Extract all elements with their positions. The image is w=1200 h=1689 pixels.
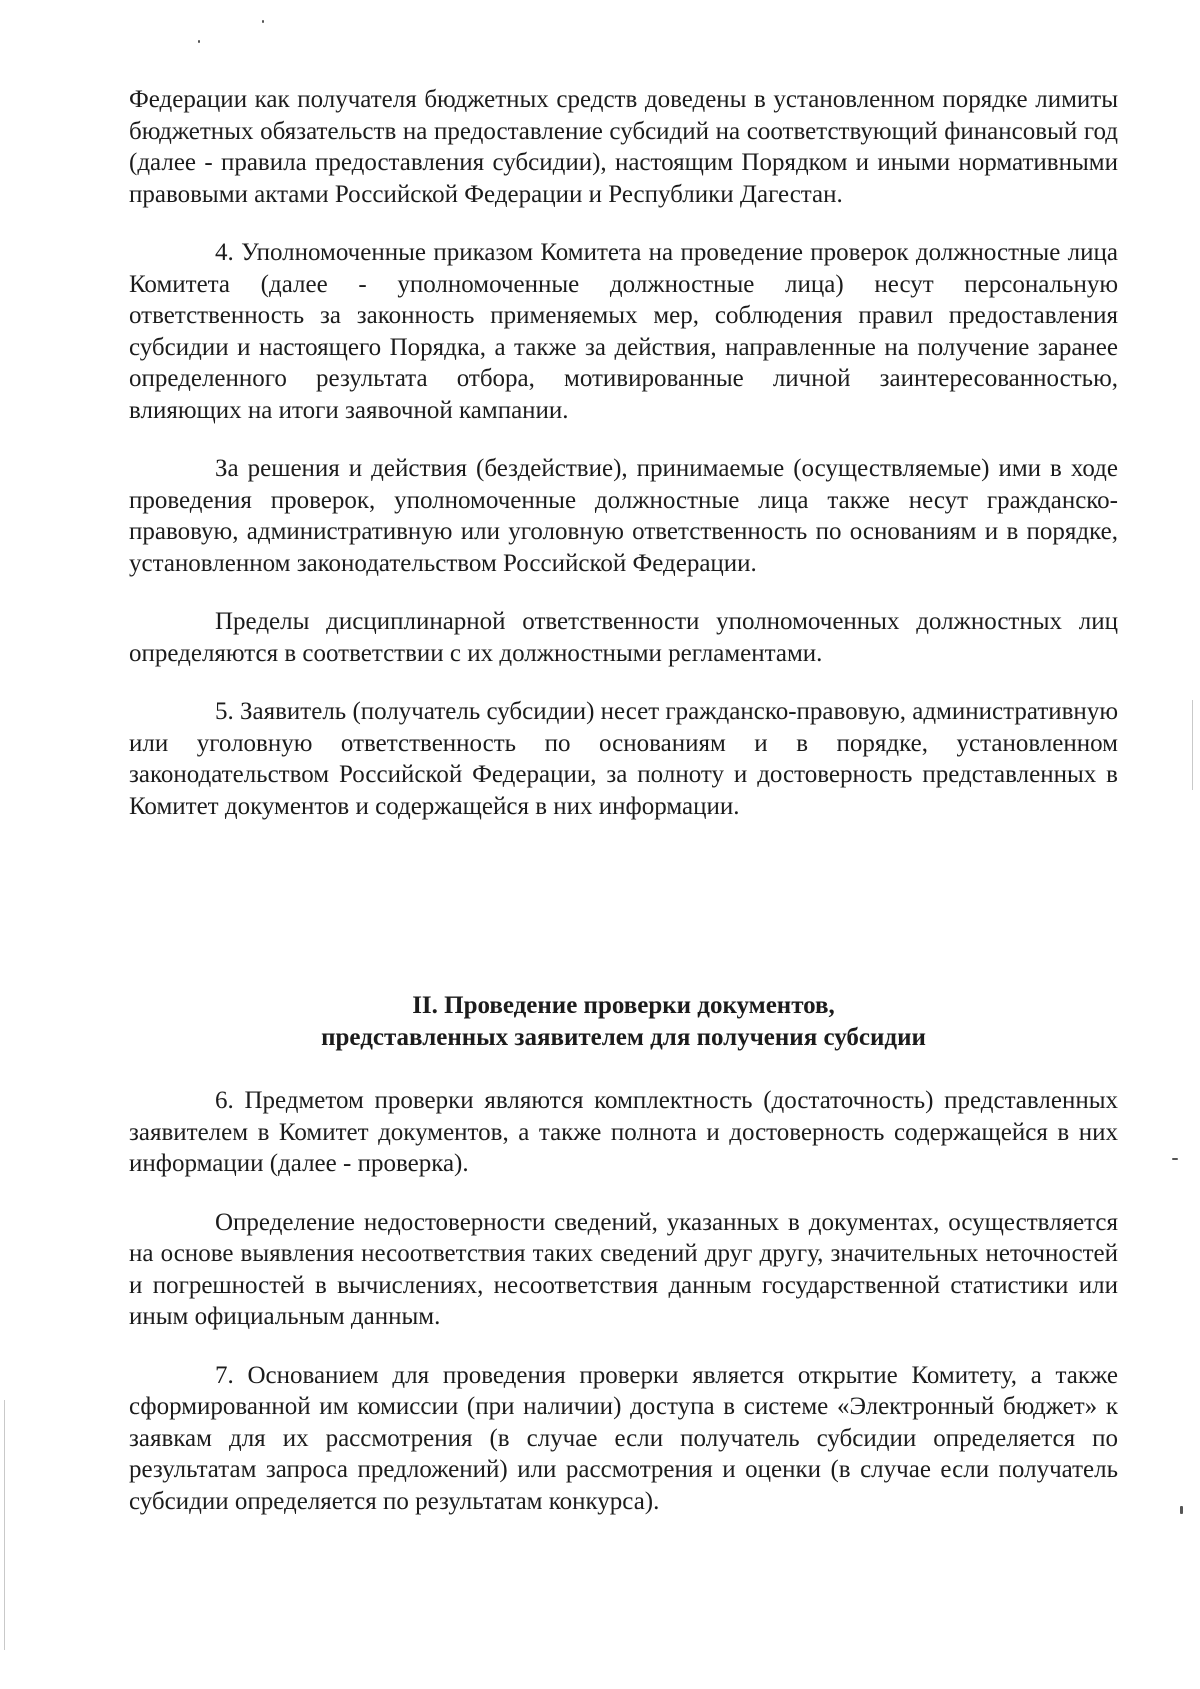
section-heading-line-2: представленных заявителем для получения субсидии <box>321 1023 926 1051</box>
scan-speck <box>1172 1158 1178 1160</box>
scan-edge-left <box>4 1400 5 1650</box>
paragraph-item-6: 6. Предметом проверки являются комплектность (достаточность) представленных заявителем в Комитет документов, а также полнота и достоверность содержащейся в них информации (далее - проверка). <box>129 1087 1118 1177</box>
section-heading <box>129 990 1118 1053</box>
paragraph-item-4: 4. Уполномоченные приказом Комитета на проведение проверок должностные лица Комитета (далее - уполномоченные должностные лица) несут персональную ответственность за законность применяемых мер, соблюдения правил предоставления субсидии и настоящего Порядка, а также за действия, направленные на получение заранее определенного результата отбора, мотивированные личной заинтересованностью, влияющих на итоги заявочной кампании. <box>129 239 1118 424</box>
paragraph: Федерации как получателя бюджетных средств доведены в установленном порядке лимиты бюджетных обязательств на предоставление субсидий на соответствующий финансовый год (далее - правила предоставления субсидии), настоящим Порядком и иными нормативными правовыми актами Российской Федерации и Республики Дагестан. <box>129 86 1118 208</box>
scan-speck <box>262 20 264 23</box>
scan-speck <box>198 40 200 43</box>
paragraph-item-5: 5. Заявитель (получатель субсидии) несет гражданско-правовую, административную или уголовную ответственность по основаниям и в порядке, установленном законодательством Российской Федерации, за полноту и достоверность представленных в Комитет документов и содержащейся в них информации. <box>129 698 1118 820</box>
scan-speck <box>1180 1506 1183 1514</box>
paragraph: За решения и действия (бездействие), принимаемые (осуществляемые) ими в ходе проведения проверок, уполномоченные должностные лица также несут гражданско-правовую, административную или уголовную ответственность по основаниям и в порядке, установленном законодательством Российской Федерации. <box>129 455 1118 577</box>
paragraph: Определение недостоверности сведений, указанных в документах, осуществляется на основе выявления несоответствия таких сведений друг другу, значительных неточностей и погрешностей в вычислениях, несоответствия данным государственной статистики или иным официальным данным. <box>129 1208 1118 1330</box>
paragraph: Пределы дисциплинарной ответственности уполномоченных должностных лиц определяются в соответствии с их должностными регламентами. <box>129 608 1118 667</box>
scan-edge-right <box>1192 700 1193 790</box>
section-heading-line-1: II. Проведение проверки документов, <box>412 992 835 1019</box>
body-text-upper <box>129 84 1118 822</box>
body-text-lower <box>129 1085 1118 1517</box>
paragraph-item-7: 7. Основанием для проведения проверки является открытие Комитету, а также сформированной им комиссии (при наличии) доступа в системе «Электронный бюджет» к заявкам для их рассмотрения (в случае если получатель субсидии определяется по результатам запроса предложений) или рассмотрения и оценки (в случае если получатель субсидии определяется по результатам конкурса). <box>129 1361 1118 1515</box>
